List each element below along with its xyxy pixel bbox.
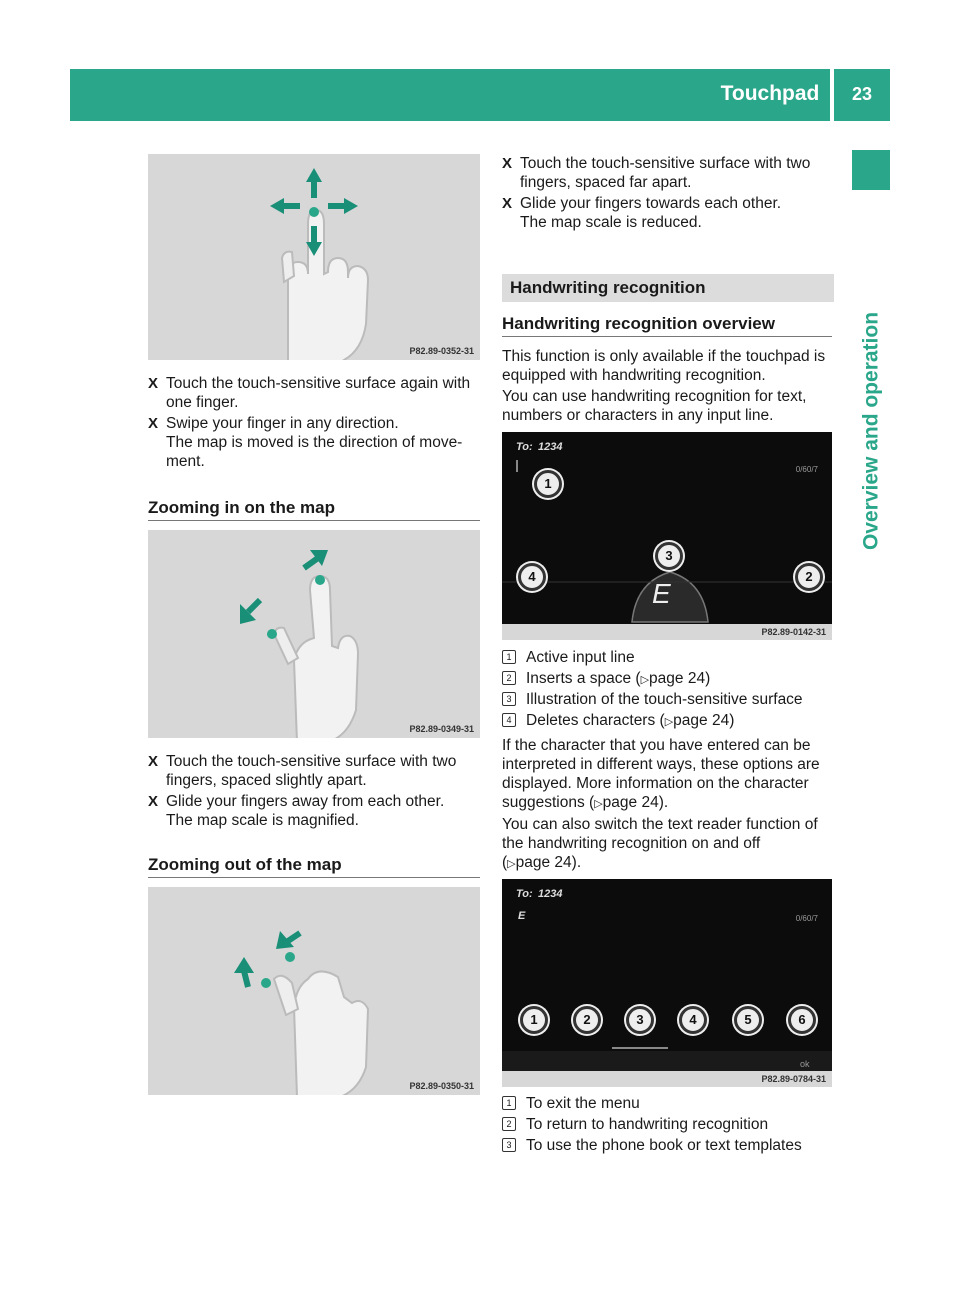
character-counter: 0/60/7 [795, 914, 818, 923]
callout-1: 1 [520, 1006, 548, 1034]
figure-reference: P82.89-0350-31 [409, 1081, 474, 1091]
legend-item: 2 Inserts a space (▷page 24) [502, 669, 856, 690]
to-value: 1234 [538, 888, 563, 900]
zoom-in-illustration [148, 530, 480, 738]
swipe-illustration [148, 154, 480, 360]
callout-5: 5 [734, 1006, 762, 1034]
step: X Touch the touch-sensitive surface with two fingers, spaced far apart. [502, 154, 850, 192]
step: X Touch the touch-sensitive surface again with one finger. [148, 374, 500, 412]
callout-6: 6 [788, 1006, 816, 1034]
handwriting-section-heading: Handwriting recognition [502, 274, 834, 302]
menu-bar [502, 1051, 832, 1071]
callout-3: 3 [626, 1006, 654, 1034]
legend-item: 3 Illustration of the touch-sensitive surface [502, 690, 856, 709]
intro-text: You can use handwriting recognition for text, numbers or characters in any input line. [502, 388, 807, 424]
handwriting-overview-heading: Handwriting recognition overview [502, 312, 832, 337]
hand-swipe-icon [148, 154, 480, 360]
zoom-out-heading: Zooming out of the map [148, 853, 480, 878]
figure-reference: P82.89-0142-31 [502, 624, 832, 640]
character-counter: 0/60/7 [795, 465, 818, 474]
figure-reference: P82.89-0352-31 [409, 346, 474, 356]
side-tab-marker [852, 150, 890, 190]
handwritten-letter: E [652, 578, 671, 609]
input-character: E [518, 910, 526, 922]
callout-2: 2 [795, 563, 823, 591]
legend-item: 4 Deletes characters (▷page 24) [502, 711, 856, 732]
step: X Glide your fingers towards each other. [502, 194, 850, 213]
section-title: Touchpad [720, 82, 820, 105]
legend-item: 3 To use the phone book or text templates [502, 1136, 856, 1155]
to-value: 1234 [538, 441, 563, 453]
page-number: 23 [851, 84, 873, 104]
legend-item: 1 Active input line [502, 648, 856, 667]
step-result: The map is moved is the direction of move-ment. [166, 434, 463, 470]
callout-3: 3 [655, 542, 683, 570]
side-tab: Overview and operation [859, 311, 883, 551]
step: X Touch the touch-sensitive surface with two fingers, spaced slightly apart. [148, 752, 500, 790]
handwriting-menu-screen [502, 879, 832, 1087]
info-paragraph: If the character that you have entered can be interpreted in different ways, these options are displayed. More information on the character suggestions (▷page 24). [502, 737, 820, 811]
zoom-in-heading: Zooming in on the map [148, 496, 480, 521]
handwriting-screen [502, 432, 832, 640]
callout-2: 2 [573, 1006, 601, 1034]
to-label: To: [516, 441, 533, 453]
step: X Glide your fingers away from each other. [148, 792, 500, 811]
info-paragraph: You can also switch the text reader function of the handwriting recognition on and off (▷page 24). [502, 816, 818, 871]
step-result: The map scale is magnified. [166, 812, 359, 829]
callout-4: 4 [518, 563, 546, 591]
to-label: To: [516, 888, 533, 900]
menu-ok-button[interactable]: ok [800, 1059, 810, 1069]
intro-text: This function is only available if the touchpad is equipped with handwriting recognition. [502, 348, 826, 384]
callout-1: 1 [534, 470, 562, 498]
step: X Swipe your finger in any direction. [148, 414, 500, 433]
menu-selection [612, 1047, 668, 1049]
figure-reference: P82.89-0784-31 [502, 1071, 832, 1087]
figure-reference: P82.89-0349-31 [409, 724, 474, 734]
callout-4: 4 [679, 1006, 707, 1034]
legend-item: 2 To return to handwriting recognition [502, 1115, 856, 1134]
hand-pinch-icon [148, 887, 480, 1095]
zoom-out-illustration [148, 887, 480, 1095]
legend-item: 1 To exit the menu [502, 1094, 856, 1113]
step-result: The map scale is reduced. [520, 214, 702, 231]
hand-spread-icon [148, 530, 480, 738]
